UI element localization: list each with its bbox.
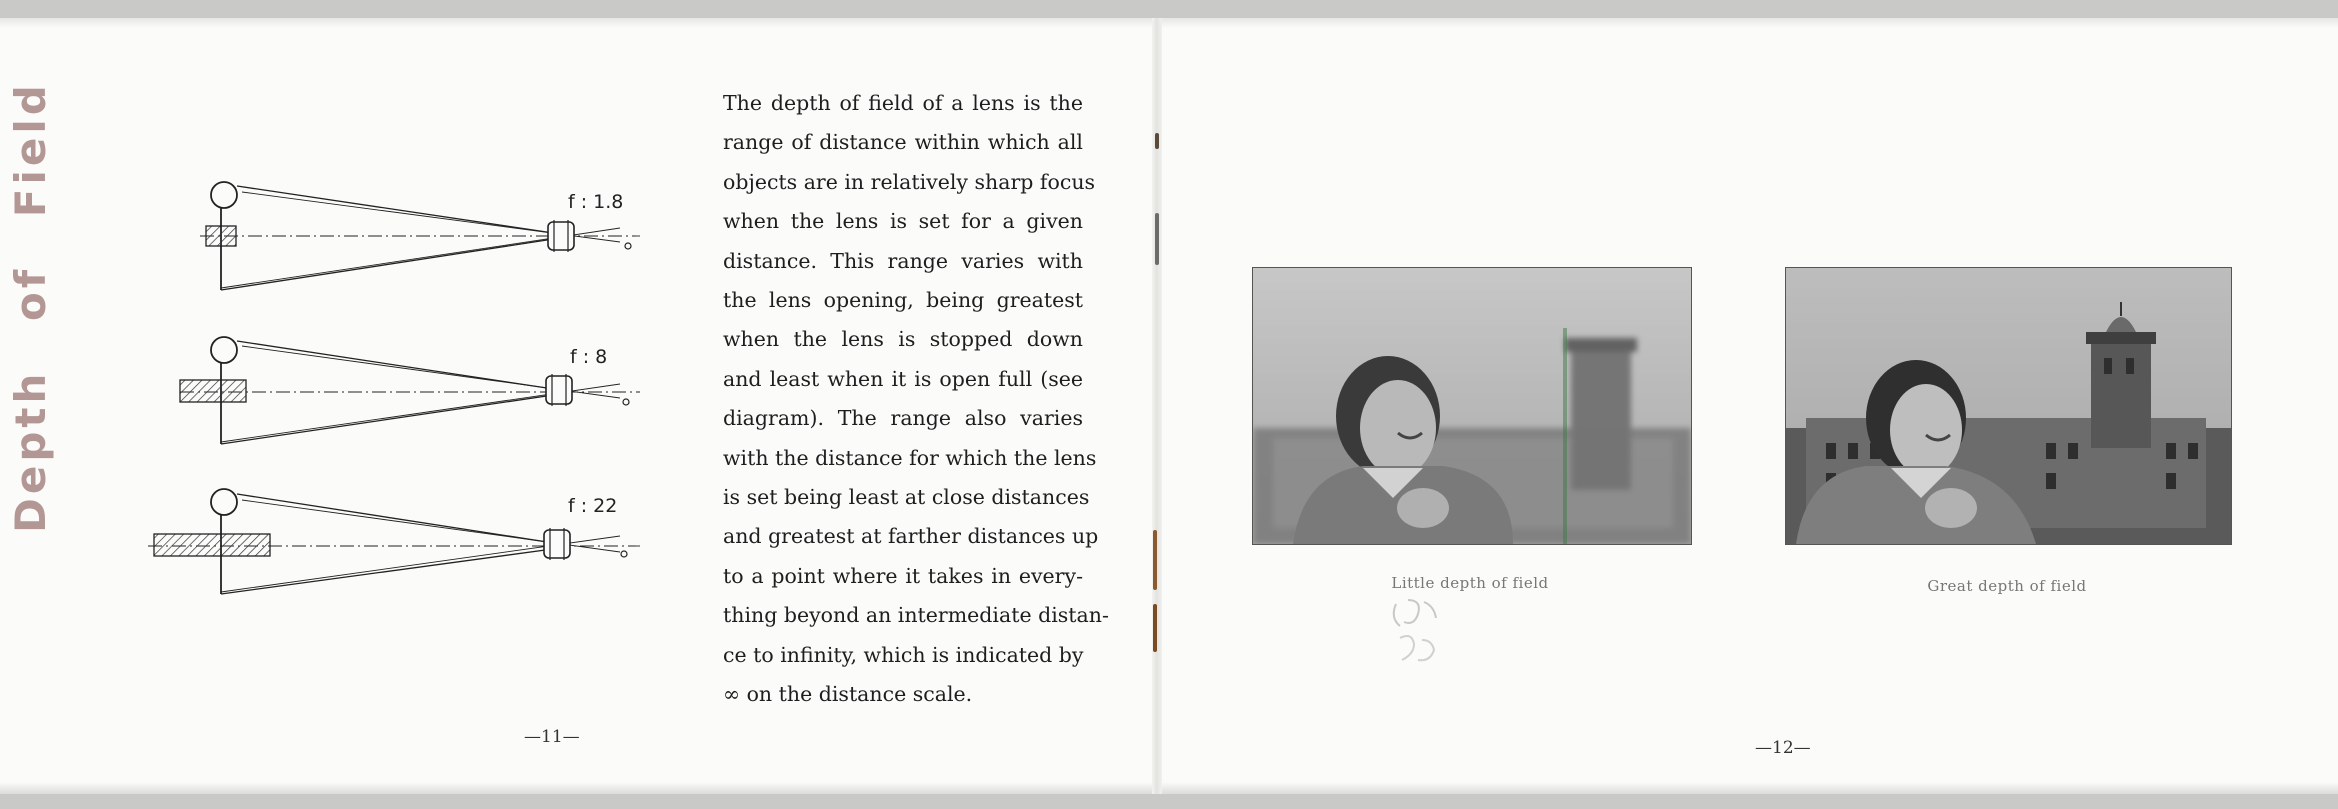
staple-mark [1153,530,1157,590]
body-line: when the lens is set for a given [723,209,1083,234]
photo-little-depth [1252,267,1692,545]
side-title: Depth of Field [6,81,55,533]
body-line: is set being least at close distances [723,485,1090,510]
staple-mark [1155,213,1159,265]
depth-of-field-diagram [140,170,660,610]
diagram-label: f : 1.8 [568,191,624,213]
body-line: range of distance within which all [723,130,1083,155]
body-line: and least when it is open full (see [723,366,1083,391]
page-number-right: —12— [1755,738,1811,758]
body-paragraph [723,84,1109,715]
photo-caption: Little depth of field [1391,574,1549,592]
body-line: the lens opening, being greatest [723,288,1083,313]
body-line: with the distance for which the lens [723,445,1097,470]
body-line: when the lens is stopped down [723,327,1083,352]
body-line: ∞ on the distance scale. [723,682,973,707]
body-line: and greatest at farther distances up [723,524,1099,549]
staple-mark [1155,133,1159,149]
body-line: distance. This range varies with [723,248,1083,273]
page-number-left: —11— [524,727,580,747]
body-line: ce to infinity, which is indicated by [723,642,1084,667]
staple-mark [1153,604,1157,652]
pencil-marks [1388,590,1458,670]
body-line: The depth of field of a lens is the [723,91,1083,115]
diagram-label: f : 8 [570,346,608,368]
body-line: objects are in relatively sharp focus [723,169,1096,194]
diagram-label: f : 22 [568,495,618,517]
photo-great-depth [1785,267,2232,545]
body-line: thing beyond an intermediate distan- [723,603,1109,628]
body-line: to a point where it takes in every- [723,563,1083,588]
body-line: diagram). The range also varies [723,406,1083,431]
diagram-row-f22 [148,489,640,594]
photo-caption: Great depth of field [1927,577,2087,595]
